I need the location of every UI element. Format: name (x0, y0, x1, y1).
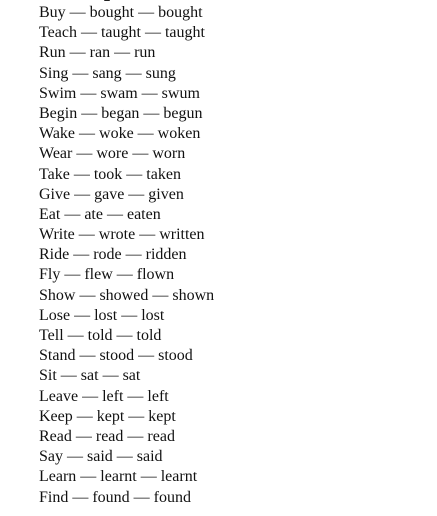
verb-row: Fly — flew — flown (39, 266, 175, 284)
irregular-verb-list (39, 3, 214, 508)
verb-row: Wear — wore — worn (39, 145, 186, 163)
verb-row: Buy — bought — bought (39, 4, 203, 21)
verb-row: Show — showed — shown (39, 286, 215, 304)
verb-row: Ride — rode — ridden (39, 246, 187, 264)
verb-row: Find — found — found (39, 488, 191, 506)
verb-row: Leave — left — left (39, 387, 169, 405)
verb-row: Keep — kept — kept (39, 407, 176, 425)
verb-row: Lose — lost — lost (39, 306, 165, 324)
verb-row: Write — wrote — written (39, 226, 205, 244)
verb-row: Take — took — taken (39, 165, 181, 183)
verb-row: Swim — swam — swum (39, 84, 200, 102)
verb-row: Tell — told — told (39, 327, 162, 344)
verb-row: Sit — sat — sat (39, 367, 141, 385)
verb-row: Stand — stood — stood (39, 347, 193, 365)
verb-row: Read — read — read (39, 427, 175, 445)
verb-row: Begin — began — begun (39, 104, 203, 122)
verb-row: Teach — taught — taught (39, 24, 205, 42)
verb-row: Say — said — said (39, 448, 163, 466)
verb-row: Learn — learnt — learnt (39, 468, 198, 486)
cropped-text-fragment (104, 0, 110, 1)
verb-row: Wake — woke — woken (39, 125, 201, 143)
verb-row: Run — ran — run (39, 44, 156, 62)
verb-row: Eat — ate — eaten (39, 205, 161, 223)
verb-row: Sing — sang — sung (39, 64, 176, 82)
verb-row: Give — gave — given (39, 185, 184, 203)
